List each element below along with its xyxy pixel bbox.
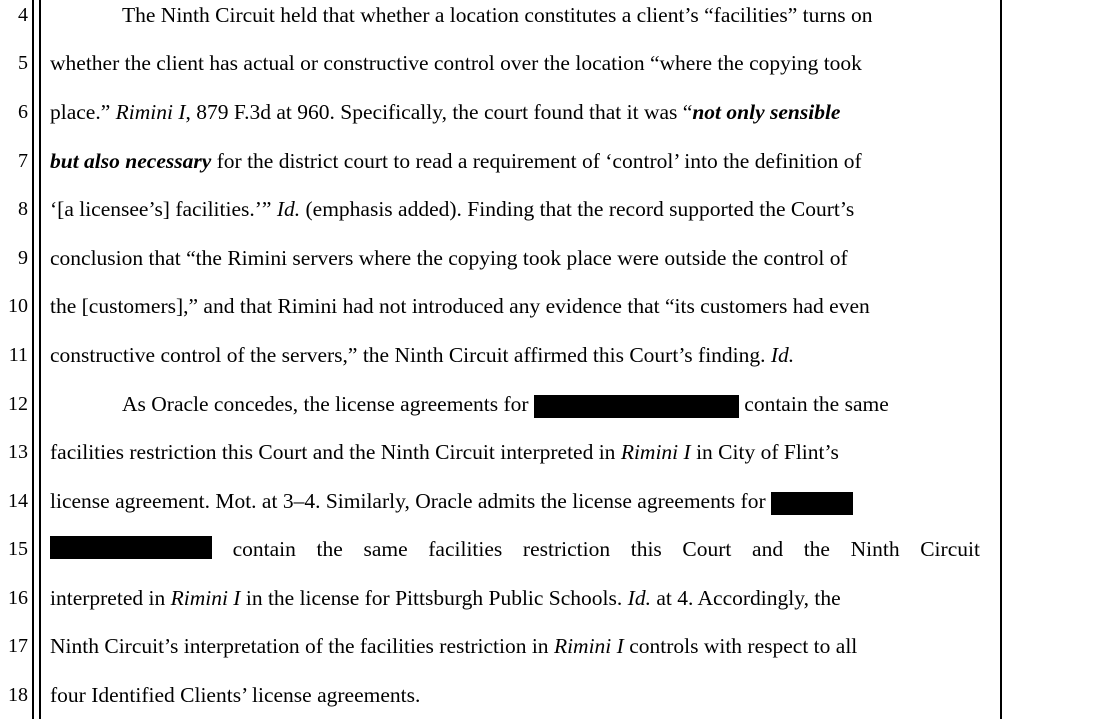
- line-text: interpreted in: [50, 586, 171, 610]
- line-text: in City of Flint’s: [690, 440, 839, 464]
- pleading-rule-left-outer: [32, 0, 34, 719]
- text-line-16: [50, 585, 980, 611]
- line-number: 5: [18, 52, 28, 74]
- text-line-13: [50, 439, 980, 465]
- line-text: Ninth: [850, 537, 900, 561]
- line-text: controls with respect to all: [623, 634, 858, 658]
- text-line-6: [50, 99, 980, 125]
- text-line-14: [50, 488, 980, 514]
- id-citation: Id.: [770, 343, 795, 367]
- text-line-9: [50, 245, 980, 271]
- document-body: [50, 0, 980, 719]
- line-text: at 4. Accordingly, the: [650, 586, 841, 610]
- line-text: license agreement. Mot. at 3–4. Similarly, Oracle admits the license agreements for: [50, 489, 771, 513]
- emphasized-quote: but also necessary: [50, 149, 212, 173]
- line-text: conclusion that “the Rimini servers where the copying took place were outside the control of: [50, 246, 848, 270]
- line-number: 10: [8, 295, 28, 317]
- line-number: 17: [8, 635, 28, 657]
- line-text: four Identified Clients’ license agreements.: [50, 683, 421, 707]
- text-line-12: [50, 391, 980, 417]
- text-line-18: [50, 682, 980, 708]
- line-text: this: [630, 537, 662, 561]
- line-number: 13: [8, 441, 28, 463]
- text-line-4: [50, 2, 980, 28]
- line-text: and: [752, 537, 784, 561]
- line-text: contain the same: [738, 392, 889, 416]
- text-line-15: [50, 536, 980, 562]
- line-text: Court: [682, 537, 732, 561]
- pleading-rule-right: [1000, 0, 1002, 719]
- case-citation: Rimini I: [170, 586, 241, 610]
- line-number: 4: [18, 4, 28, 26]
- line-text: contain: [232, 537, 296, 561]
- line-text: As Oracle concedes, the license agreements for: [122, 392, 534, 416]
- line-text: same: [363, 537, 408, 561]
- line-number: 6: [18, 101, 28, 123]
- line-text: constructive control of the servers,” the Ninth Circuit affirmed this Court’s finding.: [50, 343, 771, 367]
- redaction-box: [50, 536, 212, 559]
- line-number: 12: [8, 393, 28, 415]
- line-text: Circuit: [920, 537, 980, 561]
- id-citation: Id.: [276, 197, 301, 221]
- pleading-rule-left-inner: [39, 0, 41, 719]
- line-number: 14: [8, 490, 28, 512]
- emphasized-quote: not only sensible: [692, 100, 841, 124]
- line-text: , 879 F.3d at 960. Specifically, the court found that it was “: [185, 100, 693, 124]
- line-text: the [customers],” and that Rimini had not introduced any evidence that “its customers had even: [50, 294, 870, 318]
- line-text: for the district court to read a requirement of ‘control’ into the definition of: [211, 149, 862, 173]
- id-citation: Id.: [627, 586, 651, 610]
- redaction-box: [771, 492, 853, 515]
- line-number: 7: [18, 150, 28, 172]
- text-line-11: [50, 342, 980, 368]
- line-text: facilities: [428, 537, 503, 561]
- line-number: 15: [8, 538, 28, 560]
- line-text: in the license for Pittsburgh Public Schools.: [240, 586, 628, 610]
- case-citation: Rimini I: [620, 440, 691, 464]
- line-text: the: [316, 537, 343, 561]
- line-text: place.”: [50, 100, 116, 124]
- line-text: (emphasis added). Finding that the record supported the Court’s: [300, 197, 855, 221]
- redaction-box: [534, 395, 739, 418]
- text-line-10: [50, 293, 980, 319]
- line-text: the: [803, 537, 830, 561]
- case-citation: Rimini I: [553, 634, 624, 658]
- line-number: 9: [18, 247, 28, 269]
- line-text: ‘[a licensee’s] facilities.’”: [50, 197, 277, 221]
- line-number: 16: [8, 587, 28, 609]
- line-number-gutter: [0, 0, 30, 719]
- text-line-17: [50, 633, 980, 659]
- line-text: whether the client has actual or constructive control over the location “where the copying took: [50, 51, 862, 75]
- text-line-5: [50, 50, 980, 76]
- line-number: 18: [8, 684, 28, 706]
- line-text: facilities restriction this Court and the Ninth Circuit interpreted in: [50, 440, 621, 464]
- line-text: restriction: [522, 537, 611, 561]
- case-citation: Rimini I: [115, 100, 186, 124]
- line-text: The Ninth Circuit held that whether a location constitutes a client’s “facilities” turns on: [122, 3, 873, 27]
- line-number: 11: [8, 344, 28, 366]
- line-text: Ninth Circuit’s interpretation of the facilities restriction in: [50, 634, 554, 658]
- text-line-7: [50, 148, 980, 174]
- line-number: 8: [18, 198, 28, 220]
- text-line-8: [50, 196, 980, 222]
